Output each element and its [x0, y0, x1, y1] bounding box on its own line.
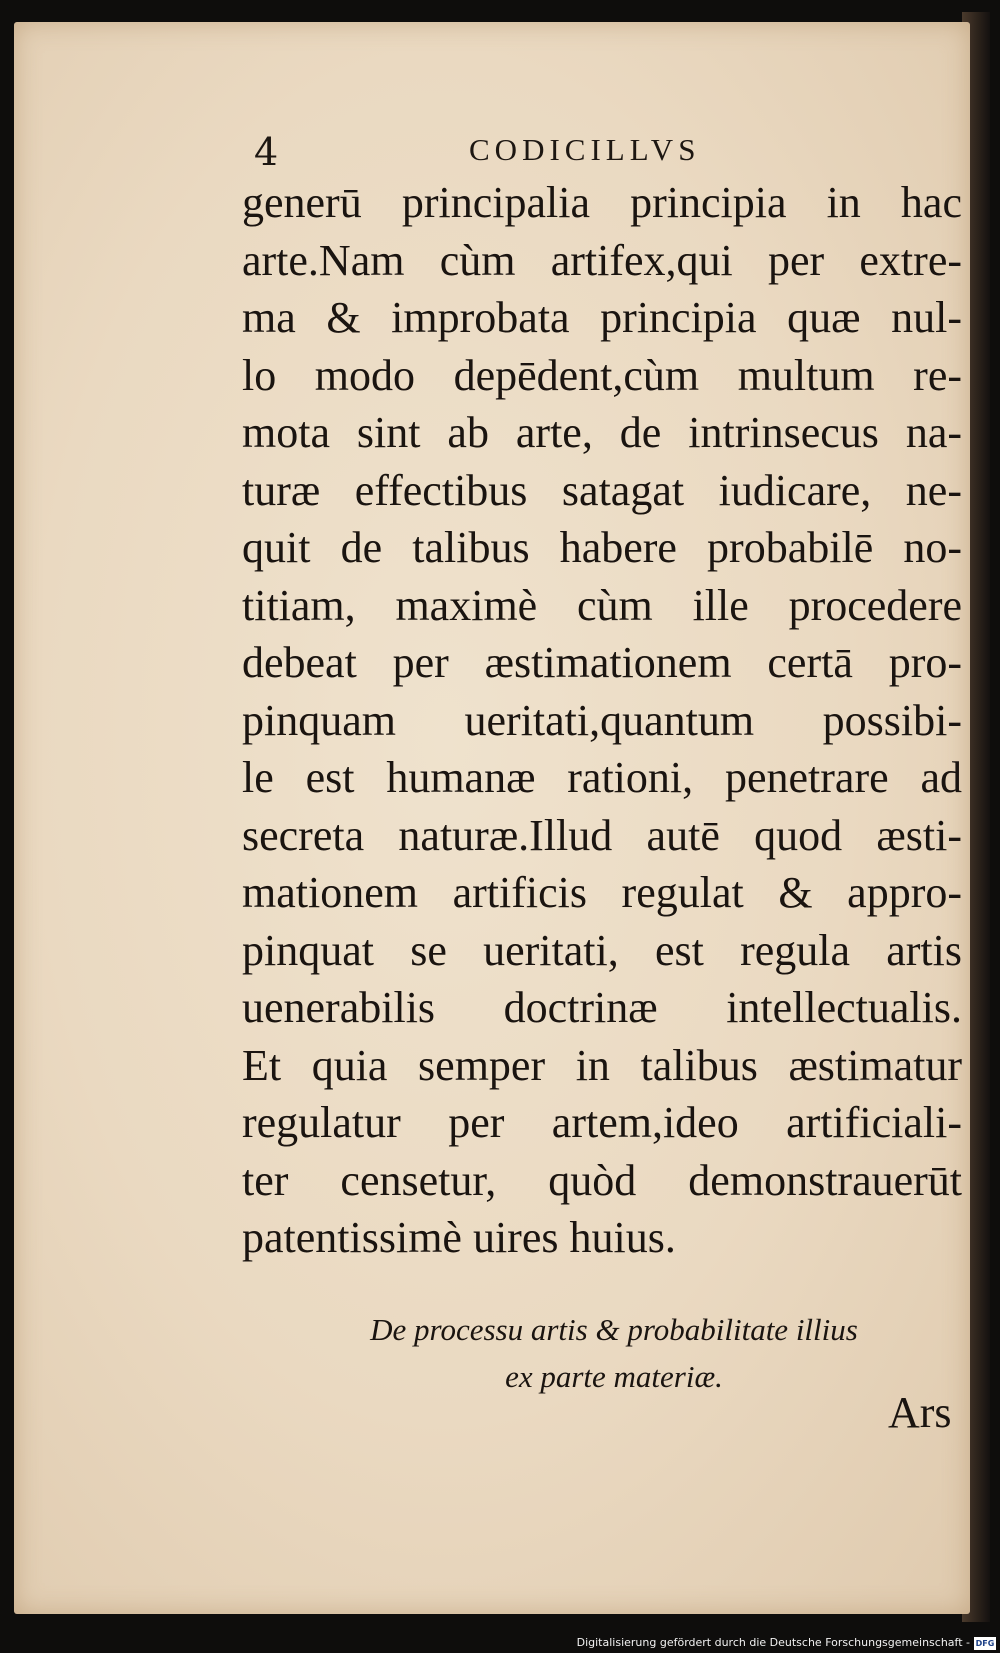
text-line: quit de talibus habere probabilē no- [242, 523, 962, 572]
text-line: regulatur per artem,ideo artificiali- [242, 1098, 962, 1147]
text-line: mationem artificis regulat & appro- [242, 868, 962, 917]
page-header [14, 122, 970, 172]
dfg-logo: DFG [975, 1639, 995, 1648]
text-line: titiam, maximè cùm ille procedere [242, 580, 962, 630]
catchword: Ars [888, 1388, 952, 1437]
text-line: le est humanæ rationi, penetrare ad [242, 753, 962, 802]
subheading-line: ex parte materiæ. [505, 1359, 723, 1394]
page-number: 4 [254, 130, 279, 174]
text-line: generū principalia principia in hac [242, 178, 962, 227]
subheading-line: De processu artis & probabilitate illius [370, 1312, 858, 1347]
book-page [14, 22, 970, 1614]
text-line: ma & improbata principia quæ nul- [242, 293, 962, 342]
text-line: secreta naturæ.Illud autē quod æsti- [242, 810, 962, 860]
text-line: arte.Nam cùm artifex,qui per extre- [242, 235, 962, 285]
section-subheading [334, 1306, 894, 1400]
text-line: Et quia semper in talibus æstimatur [242, 1040, 962, 1090]
text-line: mota sint ab arte, de intrinsecus na- [242, 408, 962, 457]
text-line: lo modo depēdent,cùm multum re- [242, 350, 962, 400]
text-line: patentissimè uires huius. [242, 1213, 676, 1262]
text-line: turæ effectibus satagat iudicare, ne- [242, 465, 962, 515]
running-head: CODICILLVS [469, 132, 701, 167]
text-line: uenerabilis doctrinæ intellectualis. [242, 983, 962, 1032]
body-text [242, 174, 962, 1267]
text-line: ter censetur, quòd demonstrauerūt [242, 1155, 962, 1205]
text-line: pinquam ueritati,quantum possibi- [242, 695, 962, 745]
text-line: pinquat se ueritati, est regula artis [242, 925, 962, 975]
text-line: debeat per æstimationem certā pro- [242, 638, 962, 687]
funding-credit: Digitalisierung gefördert durch die Deutsche Forschungsgemeinschaft - [576, 1636, 970, 1649]
